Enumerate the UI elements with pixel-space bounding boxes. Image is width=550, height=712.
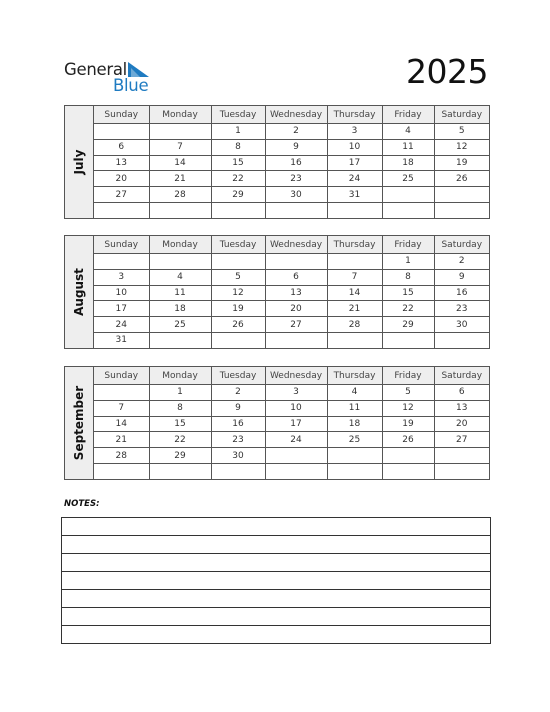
day-cell: 22 <box>211 171 265 187</box>
day-cell <box>434 332 489 347</box>
day-cell: 23 <box>265 171 327 187</box>
day-cell: 27 <box>94 187 149 203</box>
notes-line <box>62 571 490 589</box>
week-row <box>94 385 489 401</box>
week-row <box>94 155 489 171</box>
weekday-header-row <box>94 236 489 254</box>
day-cell <box>327 448 382 464</box>
weekday-header: Thursday <box>327 367 382 385</box>
day-cell: 14 <box>327 285 382 301</box>
day-cell <box>434 202 489 217</box>
month-name: July <box>72 149 86 175</box>
day-cell: 28 <box>327 317 382 333</box>
weekday-header: Monday <box>149 236 211 254</box>
day-cell: 3 <box>327 124 382 140</box>
week-row <box>94 139 489 155</box>
day-cell: 17 <box>94 301 149 317</box>
day-cell <box>211 332 265 347</box>
day-cell: 28 <box>94 448 149 464</box>
notes-line <box>62 607 490 625</box>
day-cell: 24 <box>265 432 327 448</box>
month-block-august <box>64 235 490 349</box>
day-cell: 2 <box>265 124 327 140</box>
day-cell <box>382 202 434 217</box>
day-cell <box>382 332 434 347</box>
day-cell: 23 <box>211 432 265 448</box>
weekday-header: Monday <box>149 106 211 124</box>
day-cell <box>265 463 327 478</box>
day-cell: 18 <box>149 301 211 317</box>
day-cell <box>149 254 211 270</box>
week-row <box>94 187 489 203</box>
notes-box <box>61 517 491 644</box>
day-cell: 9 <box>211 400 265 416</box>
day-cell: 15 <box>211 155 265 171</box>
day-cell: 27 <box>434 432 489 448</box>
day-cell: 16 <box>211 416 265 432</box>
day-cell: 10 <box>94 285 149 301</box>
weekday-header: Friday <box>382 236 434 254</box>
day-cell: 7 <box>149 139 211 155</box>
day-cell: 22 <box>149 432 211 448</box>
day-cell <box>382 448 434 464</box>
day-cell: 9 <box>434 269 489 285</box>
day-cell: 8 <box>382 269 434 285</box>
week-row <box>94 400 489 416</box>
day-cell: 19 <box>211 301 265 317</box>
day-cell: 13 <box>434 400 489 416</box>
day-cell: 3 <box>94 269 149 285</box>
month-name: September <box>72 385 86 461</box>
day-cell: 5 <box>211 269 265 285</box>
day-cell: 3 <box>265 385 327 401</box>
week-row <box>94 416 489 432</box>
day-cell: 21 <box>149 171 211 187</box>
day-cell: 5 <box>434 124 489 140</box>
day-cell <box>149 463 211 478</box>
day-cell: 8 <box>211 139 265 155</box>
day-cell: 10 <box>265 400 327 416</box>
day-cell: 21 <box>94 432 149 448</box>
day-cell: 29 <box>382 317 434 333</box>
day-cell <box>434 463 489 478</box>
weekday-header: Saturday <box>434 106 489 124</box>
notes-label: NOTES: <box>64 499 100 509</box>
day-cell: 8 <box>149 400 211 416</box>
day-cell: 26 <box>382 432 434 448</box>
weekday-header: Sunday <box>94 367 149 385</box>
day-cell <box>94 385 149 401</box>
day-cell <box>434 187 489 203</box>
day-cell <box>211 463 265 478</box>
notes-line <box>62 625 490 643</box>
day-cell <box>211 202 265 217</box>
week-row <box>94 463 489 478</box>
brand-word-general: General <box>64 60 127 79</box>
day-cell <box>382 187 434 203</box>
week-row <box>94 332 489 347</box>
weekday-header: Wednesday <box>265 367 327 385</box>
day-cell: 4 <box>382 124 434 140</box>
day-cell: 1 <box>382 254 434 270</box>
brand-logo <box>64 60 164 96</box>
month-label-side <box>65 236 94 348</box>
day-cell: 13 <box>265 285 327 301</box>
day-cell: 11 <box>149 285 211 301</box>
day-cell: 17 <box>265 416 327 432</box>
weekday-header-row <box>94 106 489 124</box>
weekday-header: Wednesday <box>265 106 327 124</box>
day-cell: 6 <box>265 269 327 285</box>
month-label-side <box>65 106 94 218</box>
weekday-header: Tuesday <box>211 367 265 385</box>
notes-line <box>62 535 490 553</box>
day-cell: 20 <box>434 416 489 432</box>
day-cell: 1 <box>211 124 265 140</box>
weekday-header: Wednesday <box>265 236 327 254</box>
day-cell <box>265 448 327 464</box>
day-cell: 24 <box>327 171 382 187</box>
week-row <box>94 124 489 140</box>
day-cell: 1 <box>149 385 211 401</box>
day-cell: 22 <box>382 301 434 317</box>
day-cell: 4 <box>327 385 382 401</box>
month-name: August <box>72 267 86 316</box>
calendar-grid <box>94 106 489 218</box>
day-cell: 11 <box>382 139 434 155</box>
day-cell: 18 <box>327 416 382 432</box>
week-row <box>94 448 489 464</box>
day-cell: 4 <box>149 269 211 285</box>
weekday-header: Sunday <box>94 236 149 254</box>
week-row <box>94 432 489 448</box>
day-cell: 30 <box>434 317 489 333</box>
day-cell: 25 <box>327 432 382 448</box>
weekday-header: Saturday <box>434 367 489 385</box>
day-cell: 21 <box>327 301 382 317</box>
day-cell: 29 <box>149 448 211 464</box>
day-cell <box>327 254 382 270</box>
day-cell <box>149 332 211 347</box>
day-cell: 5 <box>382 385 434 401</box>
day-cell: 10 <box>327 139 382 155</box>
weekday-header: Friday <box>382 367 434 385</box>
day-cell <box>94 254 149 270</box>
notes-line <box>62 553 490 571</box>
day-cell <box>327 202 382 217</box>
week-row <box>94 171 489 187</box>
day-cell: 26 <box>211 317 265 333</box>
month-block-september <box>64 366 490 480</box>
day-cell: 12 <box>211 285 265 301</box>
day-cell <box>265 332 327 347</box>
day-cell: 2 <box>211 385 265 401</box>
day-cell <box>327 463 382 478</box>
day-cell: 12 <box>382 400 434 416</box>
day-cell: 31 <box>94 332 149 347</box>
day-cell <box>94 463 149 478</box>
calendar-grid <box>94 367 489 479</box>
day-cell <box>94 202 149 217</box>
day-cell: 30 <box>265 187 327 203</box>
weekday-header: Saturday <box>434 236 489 254</box>
day-cell <box>94 124 149 140</box>
day-cell: 30 <box>211 448 265 464</box>
week-row <box>94 269 489 285</box>
day-cell: 7 <box>94 400 149 416</box>
weekday-header: Thursday <box>327 236 382 254</box>
day-cell: 2 <box>434 254 489 270</box>
day-cell: 20 <box>94 171 149 187</box>
year-title: 2025 <box>406 52 488 91</box>
weekday-header: Sunday <box>94 106 149 124</box>
day-cell: 26 <box>434 171 489 187</box>
month-block-july <box>64 105 490 219</box>
day-cell: 9 <box>265 139 327 155</box>
weekday-header: Tuesday <box>211 106 265 124</box>
day-cell: 6 <box>94 139 149 155</box>
day-cell <box>265 254 327 270</box>
weekday-header: Thursday <box>327 106 382 124</box>
day-cell: 27 <box>265 317 327 333</box>
day-cell: 24 <box>94 317 149 333</box>
day-cell: 25 <box>382 171 434 187</box>
day-cell: 6 <box>434 385 489 401</box>
day-cell: 25 <box>149 317 211 333</box>
month-label-side <box>65 367 94 479</box>
day-cell <box>149 124 211 140</box>
day-cell: 7 <box>327 269 382 285</box>
week-row <box>94 202 489 217</box>
week-row <box>94 317 489 333</box>
day-cell <box>211 254 265 270</box>
weekday-header-row <box>94 367 489 385</box>
day-cell <box>434 448 489 464</box>
day-cell: 14 <box>149 155 211 171</box>
brand-word-blue: Blue <box>113 76 149 95</box>
notes-line <box>62 589 490 607</box>
day-cell <box>265 202 327 217</box>
weekday-header: Monday <box>149 367 211 385</box>
day-cell <box>327 332 382 347</box>
day-cell: 16 <box>265 155 327 171</box>
calendar-grid <box>94 236 489 348</box>
day-cell: 31 <box>327 187 382 203</box>
day-cell: 29 <box>211 187 265 203</box>
day-cell: 11 <box>327 400 382 416</box>
notes-line <box>62 518 490 535</box>
day-cell <box>149 202 211 217</box>
day-cell: 18 <box>382 155 434 171</box>
day-cell: 13 <box>94 155 149 171</box>
week-row <box>94 285 489 301</box>
day-cell: 14 <box>94 416 149 432</box>
week-row <box>94 301 489 317</box>
day-cell: 16 <box>434 285 489 301</box>
day-cell: 19 <box>382 416 434 432</box>
day-cell: 28 <box>149 187 211 203</box>
day-cell: 19 <box>434 155 489 171</box>
weekday-header: Friday <box>382 106 434 124</box>
day-cell: 12 <box>434 139 489 155</box>
day-cell: 17 <box>327 155 382 171</box>
day-cell <box>382 463 434 478</box>
weekday-header: Tuesday <box>211 236 265 254</box>
day-cell: 23 <box>434 301 489 317</box>
week-row <box>94 254 489 270</box>
day-cell: 20 <box>265 301 327 317</box>
day-cell: 15 <box>382 285 434 301</box>
day-cell: 15 <box>149 416 211 432</box>
